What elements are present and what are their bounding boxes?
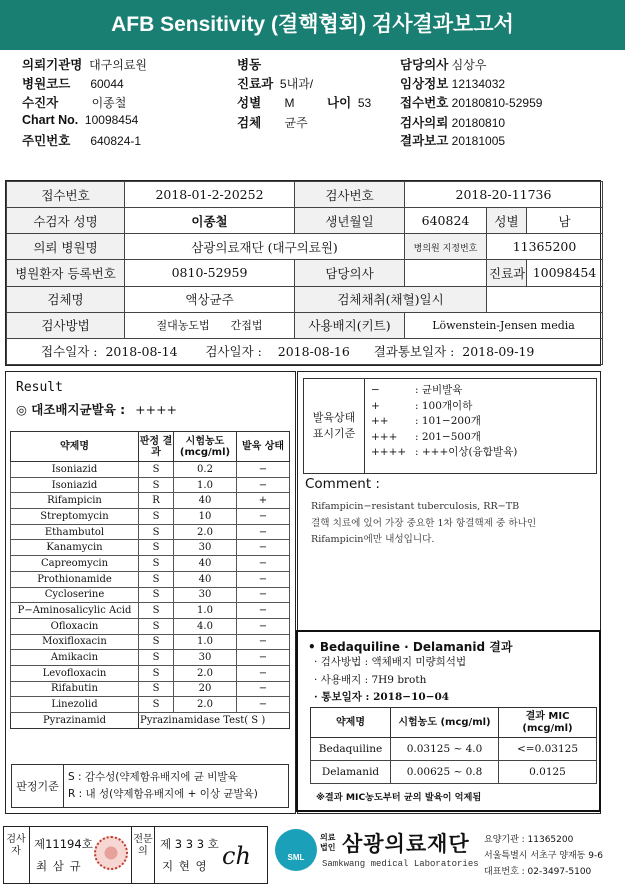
request-form [5, 180, 601, 366]
name-value: 이종철 [125, 208, 295, 234]
drug-name: Cycloserine [11, 587, 139, 603]
sex-value: 남 [527, 208, 603, 234]
drug-growth: − [237, 681, 290, 697]
bdq-col-conc: 시험농도 (mcg/ml) [391, 708, 499, 738]
drug-conc: 4.0 [174, 618, 237, 634]
drug-growth: − [237, 603, 290, 619]
drug-conc: 1.0 [174, 634, 237, 650]
table-row [11, 681, 290, 697]
method-value: 절대농도법 간접법 [125, 312, 295, 338]
drug-conc: 0.2 [174, 462, 237, 478]
drug-name: Levofloxacin [11, 665, 139, 681]
receipt-no-label: 접수번호 [7, 182, 125, 208]
bdq-report-date: · 통보일자 : 2018−10−04 [314, 691, 450, 703]
header-recipient: 수진자 이종철 [22, 96, 127, 110]
bdq-info [314, 654, 466, 707]
table-row [11, 634, 290, 650]
specimen-label: 검체명 [7, 286, 125, 312]
bdq-col-mic: 결과 MIC (mcg/ml) [499, 708, 597, 738]
bdq-conc: 0.00625 ~ 0.8 [391, 761, 499, 784]
drug-growth: − [237, 650, 290, 666]
legend-symbol: + [371, 399, 380, 412]
drug-growth: − [237, 634, 290, 650]
specialist-no: 제 3 3 3 호 [160, 837, 219, 851]
org-english-name: Samkwang medical Laboratories [322, 859, 479, 869]
drug-growth: − [237, 477, 290, 493]
drug-conc: 40 [174, 571, 237, 587]
method-label: 검사방법 [7, 312, 125, 338]
drug-result: S [139, 571, 174, 587]
tester-name: 최 삼 규 [36, 859, 82, 873]
dates-row: 접수일자 : 2018-08-14 검사일자 : 2018-08-16 결과통보일자 : 2018-09-19 [7, 338, 603, 364]
list-item [371, 430, 590, 446]
drug-name: Rifampicin [11, 493, 139, 509]
table-row [311, 761, 597, 784]
drug-conc: 40 [174, 556, 237, 572]
header-specimen: 검체 균주 [237, 116, 308, 130]
table-row [11, 571, 290, 587]
legend-desc: : 100개이하 [415, 399, 473, 412]
specialist-label: 전문의 [133, 834, 153, 857]
name-label: 수검자 성명 [7, 208, 125, 234]
table-row [11, 462, 290, 478]
drug-result: S [139, 665, 174, 681]
bdq-mic: 0.0125 [499, 761, 597, 784]
drug-result: S [139, 477, 174, 493]
drug-result: S [139, 681, 174, 697]
dob-value: 640824 [405, 208, 487, 234]
drug-name: Linezolid [11, 697, 139, 713]
drug-name: Streptomycin [11, 509, 139, 525]
criteria-label: 판정기준 [12, 765, 64, 807]
growth-legend-title-1: 발육상태 [312, 411, 356, 424]
header-request-date: 검사의뢰 20180810 [400, 116, 506, 130]
header-report-date: 결과보고 20181005 [400, 134, 506, 148]
tester-no: 제11194호 [34, 837, 93, 851]
drug-name: Rifabutin [11, 681, 139, 697]
col-growth: 발육 상태 [237, 432, 290, 462]
table-row [11, 524, 290, 540]
hospital-label: 의뢰 병원명 [7, 234, 125, 260]
table-row [11, 493, 290, 509]
legend-symbol: ++++ [371, 446, 407, 458]
receipt-no-value: 2018-01-2-20252 [125, 182, 295, 208]
drug-growth: − [237, 556, 290, 572]
criteria-box [11, 764, 289, 808]
drug-result: S [139, 540, 174, 556]
test-no-value: 2018-20-11736 [405, 182, 603, 208]
drug-conc: 2.0 [174, 524, 237, 540]
header-age: 나이 53 [327, 96, 372, 110]
drug-conc: 2.0 [174, 697, 237, 713]
collection-value [487, 286, 603, 312]
org-name: 삼광의료재단 [342, 832, 470, 856]
growth-legend [303, 378, 597, 474]
table-row [11, 477, 290, 493]
tester-label: 검사자 [6, 834, 26, 857]
drug-growth: − [237, 462, 290, 478]
dept-value: 10098454 [527, 260, 603, 286]
header-institution: 의뢰기관명 대구의료원 [22, 58, 148, 72]
drug-growth: − [237, 665, 290, 681]
drug-name: Ofloxacin [11, 618, 139, 634]
comment-line: Rifampicin에만 내성입니다. [311, 534, 435, 545]
org-code: 요양기관 : 11365200 [484, 835, 574, 845]
header-receipt-no: 접수번호 20180810-52959 [400, 96, 543, 110]
legend-symbol: +++ [371, 430, 398, 443]
col-judge: 판정 결과 [139, 432, 174, 462]
legend-desc: : 균비발육 [415, 384, 463, 396]
drug-growth: − [237, 697, 290, 713]
drug-result: S [139, 509, 174, 525]
list-item [371, 399, 590, 415]
legend-symbol: ++ [371, 415, 389, 427]
header-department: 진료과 5내과/ [237, 77, 314, 91]
drug-result: S [139, 634, 174, 650]
seal-stamp-icon [94, 836, 128, 870]
header-sex: 성별 M [237, 96, 295, 110]
drug-name: Capreomycin [11, 556, 139, 572]
header-hospital-code: 병원코드 60044 [22, 77, 124, 91]
table-row [11, 697, 290, 713]
list-item [371, 414, 590, 430]
drug-result: R [139, 493, 174, 509]
list-item [371, 445, 590, 461]
sex-label: 성별 [487, 208, 527, 234]
col-conc: 시험농도 (mcg/ml) [174, 432, 237, 462]
drug-conc: 30 [174, 650, 237, 666]
drug-conc: 10 [174, 509, 237, 525]
pyrazinamid-value: Pyrazinamidase Test( S ) [139, 713, 290, 729]
report-title: AFB Sensitivity (결핵협회) 검사결과보고서 [0, 0, 625, 50]
org-label: 의료 법인 [320, 833, 336, 852]
drug-result: S [139, 587, 174, 603]
drug-result: S [139, 524, 174, 540]
table-row [11, 556, 290, 572]
table-row [11, 650, 290, 666]
bdq-media: · 사용배지 : 7H9 broth [314, 673, 427, 686]
doctor-value [405, 260, 487, 286]
table-row [11, 665, 290, 681]
org-phone: 대표번호 : 02-3497-5100 [484, 867, 592, 877]
header-chart-no: Chart No. 10098454 [22, 113, 139, 127]
drug-conc: 2.0 [174, 665, 237, 681]
bdq-method: · 검사방법 : 액체배지 미량희석법 [314, 656, 467, 668]
bdq-drug: Bedaquiline [311, 738, 391, 761]
drug-growth: − [237, 509, 290, 525]
media-value: Löwenstein-Jensen media [405, 312, 603, 338]
table-row [11, 587, 290, 603]
drug-name: Prothionamide [11, 571, 139, 587]
criteria-s: S : 감수성(약제함유배지에 균 비발육 [68, 771, 238, 783]
drug-growth: − [237, 587, 290, 603]
drug-name: Isoniazid [11, 477, 139, 493]
drug-conc: 1.0 [174, 477, 237, 493]
table-row [11, 603, 290, 619]
criteria-r: R : 내 성(약제함유배지에 + 이상 균발육) [68, 788, 258, 800]
drug-name: Kanamycin [11, 540, 139, 556]
bdq-table [310, 707, 597, 784]
header-ward: 병동 [237, 58, 262, 72]
bdq-mic: <=0.03125 [499, 738, 597, 761]
header-resident-no: 주민번호 640824-1 [22, 134, 142, 148]
comment-title: Comment : [305, 476, 380, 492]
drug-growth: − [237, 571, 290, 587]
comment-line: 결핵 치료에 있어 가장 중요한 1차 항결핵제 중 하나인 [311, 517, 537, 529]
header-doctor: 담당의사 심상우 [400, 58, 487, 72]
logo-icon: SML [275, 829, 317, 871]
bdq-col-drug: 약제명 [311, 708, 391, 738]
org-info [484, 832, 603, 880]
specimen-value: 액상균주 [125, 286, 295, 312]
legend-symbol: − [371, 384, 380, 396]
drug-growth: + [237, 493, 290, 509]
collection-label: 검체채취(채혈)일시 [295, 286, 487, 312]
drug-table [10, 431, 290, 729]
patient-reg-label: 병원환자 등록번호 [7, 260, 125, 286]
comment-line: Rifampicin−resistant tuberculosis, RR−TB [311, 501, 520, 512]
drug-growth: − [237, 524, 290, 540]
specialist-name: 지 현 영 [162, 859, 208, 873]
table-row [11, 540, 290, 556]
bdq-title: • Bedaquiline · Delamanid 결과 [308, 640, 513, 654]
drug-conc: 1.0 [174, 603, 237, 619]
dept-label: 진료과 [487, 260, 527, 286]
drug-result: S [139, 697, 174, 713]
drug-conc: 30 [174, 540, 237, 556]
pyrazinamid-name: Pyrazinamid [11, 713, 139, 729]
legend-desc: : 201−500개 [415, 430, 481, 443]
legend-desc: : 101−200개 [415, 415, 481, 427]
drug-conc: 40 [174, 493, 237, 509]
list-item [371, 383, 590, 399]
col-drug: 약제명 [11, 432, 139, 462]
drug-result: S [139, 462, 174, 478]
drug-name: Amikacin [11, 650, 139, 666]
legend-desc: : +++이상(융합발육) [415, 446, 518, 458]
media-label: 사용배지(키트) [295, 312, 405, 338]
drug-result: S [139, 618, 174, 634]
drug-name: P−Aminosalicylic Acid [11, 603, 139, 619]
hospital-code-value: 11365200 [487, 234, 603, 260]
drug-conc: 30 [174, 587, 237, 603]
test-no-label: 검사번호 [295, 182, 405, 208]
drug-growth: − [237, 540, 290, 556]
doctor-label: 담당의사 [295, 260, 405, 286]
dob-label: 생년월일 [295, 208, 405, 234]
org-address: 서울특별시 서초구 양재동 9-6 [484, 851, 603, 861]
drug-conc: 20 [174, 681, 237, 697]
table-row [311, 738, 597, 761]
drug-name: Isoniazid [11, 462, 139, 478]
table-row [11, 509, 290, 525]
result-title: Result [16, 380, 63, 395]
hospital-code-label: 병의원 지정번호 [413, 244, 478, 255]
growth-legend-title-2: 표시기준 [312, 427, 356, 440]
signature: ch [222, 842, 251, 870]
drug-result: S [139, 650, 174, 666]
patient-reg-value: 0810-52959 [125, 260, 295, 286]
drug-growth: − [237, 618, 290, 634]
header-clinical-info: 임상정보 12134032 [400, 77, 506, 91]
drug-result: S [139, 556, 174, 572]
control-growth: ◎ 대조배지균발육 : ++++ [16, 402, 178, 417]
drug-result: S [139, 603, 174, 619]
drug-name: Moxifloxacin [11, 634, 139, 650]
comment-body [311, 499, 595, 549]
hospital-value: 삼광의료재단 (대구의료원) [125, 234, 405, 260]
bdq-note: ※결과 MIC농도부터 균의 발육이 억제됨 [316, 792, 482, 803]
table-row [11, 618, 290, 634]
bdq-drug: Delamanid [311, 761, 391, 784]
drug-name: Ethambutol [11, 524, 139, 540]
bdq-conc: 0.03125 ~ 4.0 [391, 738, 499, 761]
